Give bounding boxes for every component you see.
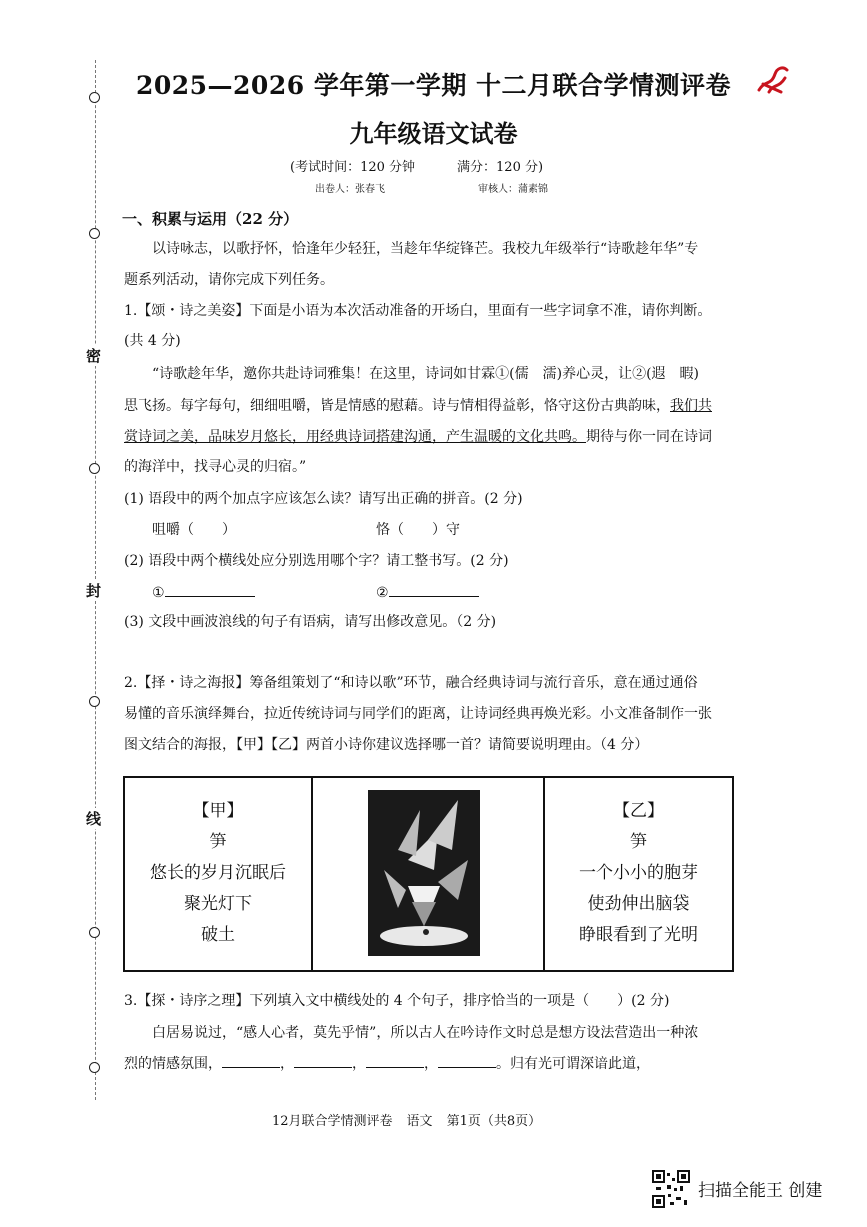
q1-sub-3: (3) 文段中画波浪线的句子有语病，请写出修改意见。（2 分) [124,614,497,630]
answer-blank[interactable] [438,1053,496,1068]
q1-passage-line-1: “诗歌趁年华，邀你共赴诗词雅集！在这里，诗词如甘霖①(儒 濡)养心灵，让②(遐 暇) [152,366,700,382]
answer-blank[interactable] [222,1053,280,1068]
q1-passage-line-2 [124,391,712,421]
q2-line-2: 易懂的音乐演绎舞台，拉近传统诗词与同学们的距离，让诗词经典再焕光彩。小文准备制作一张 [124,706,712,722]
char-blank-b[interactable] [376,578,479,608]
poem-b-line: 睁眼看到了光明 [579,925,698,945]
binding-hole [89,228,100,239]
wavy-sentence: 我们共 [670,398,712,414]
q1-sub-1: (1) 语段中的两个加点字应该怎么读？请写出正确的拼音。(2 分) [124,491,523,507]
char-blank-a[interactable] [152,578,255,608]
margin-char-seal: 密 [86,347,102,365]
answer-line [389,582,479,597]
q3-line-1: 3.【探・诗序之理】下列填入文中横线处的 4 个句子，排序恰当的一项是（ ）(2 分) [124,993,670,1009]
poem-a-line: 破土 [201,925,235,945]
full-score: 满分：120 分) [457,160,544,175]
answer-line [165,582,255,597]
poem-b-label: 【乙】 [613,801,664,821]
intro-line-2: 题系列活动，请你完成下列任务。 [124,272,334,288]
exam-subtitle: 九年级语文试卷 [349,119,518,148]
binding-hole [89,927,100,938]
binding-hole [89,1062,100,1073]
q2-line-3: 图文结合的海报，【甲】【乙】两首小诗你建议选择哪一首？请简要说明理由。（4 分） [124,737,649,753]
wavy-sentence: 赏诗词之美，品味岁月悠长，用经典诗词搭建沟通，产生温暖的文化共鸣。 [124,429,586,445]
exam-reviewer: 审核人：蒲素锦 [478,184,548,195]
blank-label: ① [152,585,165,601]
pinyin-blank-a[interactable]: 咀嚼（ ） [152,522,236,538]
poem-b-line: 一个小小的胞芽 [579,863,698,883]
q2-line-1: 2.【择・诗之海报】筹备组策划了“和诗以歌”环节，融合经典诗词与流行音乐，意在通过通俗 [124,675,698,691]
binding-hole [89,696,100,707]
exam-time: (考试时间：120 分钟 [290,160,416,175]
footer-subject: 语文 [406,1114,433,1129]
intro-line-1: 以诗咏志，以歌抒怀，恰逢年少轻狂，当趁年华绽锋芒。我校九年级举行“诗歌趁年华”专 [152,241,699,257]
answer-blank[interactable] [294,1053,352,1068]
q1-sub-2: (2) 语段中两个横线处应分别选用哪个字？请工整书写。(2 分) [124,553,509,569]
poem-a-title: 笋 [209,832,227,852]
pinyin-blank-b[interactable]: 恪（ ）守 [376,522,460,538]
blank-label: ② [376,585,389,601]
poem-a [125,778,311,951]
qr-code-icon [652,1170,690,1208]
exam-author: 出卷人：张春飞 [315,184,385,195]
exam-title: 2025—2026 学年第一学期 十二月联合学情测评卷 [135,71,732,100]
passage-text: 期待与你一同在诗词 [586,429,712,445]
poem-b-line: 使劲伸出脑袋 [587,894,690,914]
q1-passage-line-4: 的海洋中，找寻心灵的归宿。” [124,459,307,475]
q1-line-1: 1.【颂・诗之美姿】下面是小语为本次活动准备的开场白，里面有一些字词拿不准，请你判断。 [124,303,712,319]
q1-line-2: (共 4 分) [124,333,181,349]
q3-line-3: 烈的情感氛围， ， ， ， 。归有光可谓深谙此道， [124,1049,650,1079]
margin-char-line: 线 [86,810,102,828]
bamboo-shoot-spotlight-image [368,790,480,956]
poem-b-cell [545,778,732,970]
poem-b [545,778,732,951]
poster-image-cell [313,778,545,970]
poem-a-cell [125,778,313,970]
poem-b-title: 笋 [630,832,647,852]
scanner-watermark: 扫描全能王 创建 [698,1181,823,1201]
q3-text: 。归有光可谓深谙此道， [496,1056,650,1072]
q1-passage-line-3 [124,422,712,452]
exam-info [290,156,585,175]
poem-table [123,776,734,972]
poem-a-line: 聚光灯下 [184,894,252,914]
section-heading: 一、积累与运用（22 分） [122,210,299,228]
page-footer [272,1110,555,1129]
answer-blank[interactable] [366,1053,424,1068]
footer-exam: 12月联合学情测评卷 [272,1114,393,1129]
passage-text: 思飞扬。每字每句，细细咀嚼，皆是情感的慰藉。诗与情相得益彰，恪守这份古典韵味， [124,398,670,414]
footer-page: 第1页（共8页） [446,1114,542,1129]
poem-a-line: 悠长的岁月沉眠后 [150,863,286,883]
q3-line-2: 白居易说过，“感人心者，莫先乎情”，所以古人在吟诗作文时总是想方设法营造出一种浓 [152,1025,699,1041]
binding-hole [89,463,100,474]
q3-text: 烈的情感氛围， [124,1056,222,1072]
poem-a-label: 【甲】 [192,801,244,821]
margin-char-seal2: 封 [86,582,102,600]
